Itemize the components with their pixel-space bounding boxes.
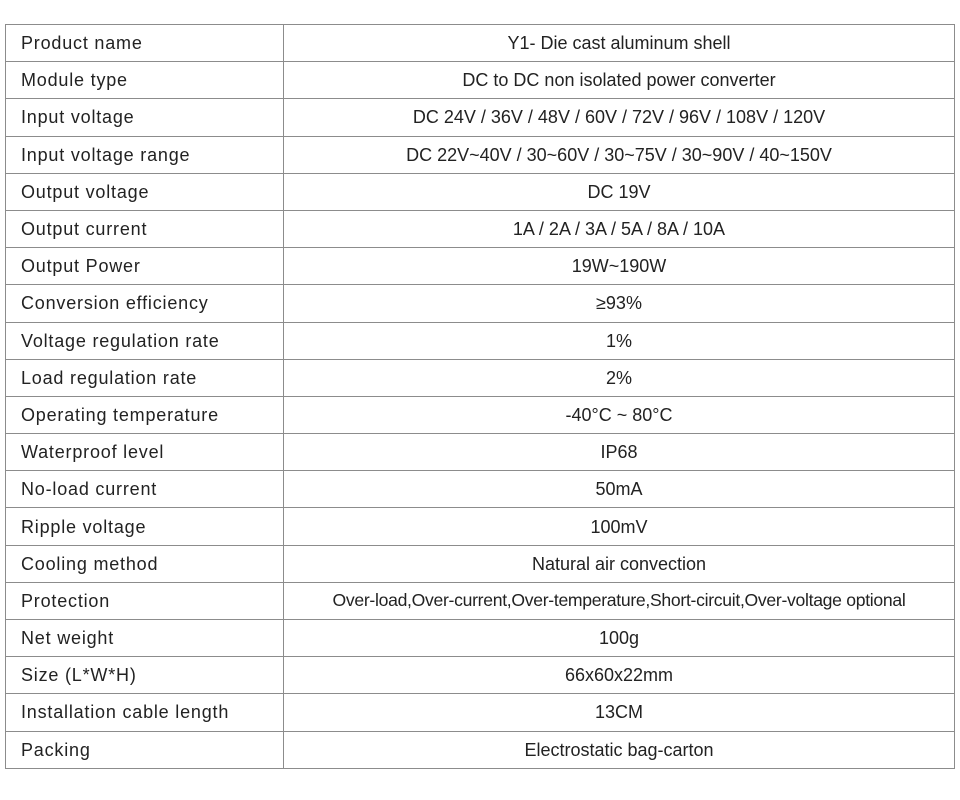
table-row [6,62,955,99]
table-row [6,582,955,619]
table-row [6,322,955,359]
spec-label: Load regulation rate [6,359,284,396]
spec-label: Input voltage range [6,136,284,173]
table-row [6,508,955,545]
spec-label: Cooling method [6,545,284,582]
table-row [6,25,955,62]
spec-value: DC 22V~40V / 30~60V / 30~75V / 30~90V / 40~150V [284,136,955,173]
spec-label: Conversion efficiency [6,285,284,322]
spec-value: 13CM [284,694,955,731]
spec-value: DC 24V / 36V / 48V / 60V / 72V / 96V / 108V / 120V [284,99,955,136]
table-row [6,620,955,657]
spec-value: 100g [284,620,955,657]
spec-value: 100mV [284,508,955,545]
spec-table [5,24,955,769]
spec-value: Electrostatic bag-carton [284,731,955,768]
table-row [6,731,955,768]
table-row [6,99,955,136]
spec-label: Packing [6,731,284,768]
spec-value: DC 19V [284,173,955,210]
spec-label: No-load current [6,471,284,508]
spec-label: Output Power [6,248,284,285]
spec-label: Net weight [6,620,284,657]
spec-label: Operating temperature [6,396,284,433]
table-row [6,657,955,694]
table-row [6,359,955,396]
spec-label: Size (L*W*H) [6,657,284,694]
table-row [6,173,955,210]
table-row [6,285,955,322]
table-row [6,545,955,582]
table-row [6,434,955,471]
spec-table-body [6,25,955,769]
spec-label: Product name [6,25,284,62]
spec-value: Over-load,Over-current,Over-temperature,Short-circuit,Over-voltage optional [284,582,955,619]
spec-value: 1A / 2A / 3A / 5A / 8A / 10A [284,210,955,247]
spec-label: Installation cable length [6,694,284,731]
spec-label: Module type [6,62,284,99]
spec-value: 2% [284,359,955,396]
spec-value: Y1- Die cast aluminum shell [284,25,955,62]
spec-label: Ripple voltage [6,508,284,545]
spec-value: 19W~190W [284,248,955,285]
table-row [6,694,955,731]
spec-value: 1% [284,322,955,359]
table-row [6,248,955,285]
spec-label: Output voltage [6,173,284,210]
spec-value: 50mA [284,471,955,508]
spec-label: Input voltage [6,99,284,136]
spec-label: Voltage regulation rate [6,322,284,359]
table-row [6,471,955,508]
spec-label: Protection [6,582,284,619]
spec-value: ≥93% [284,285,955,322]
spec-value: IP68 [284,434,955,471]
table-row [6,210,955,247]
table-row [6,396,955,433]
spec-value: 66x60x22mm [284,657,955,694]
spec-value: Natural air convection [284,545,955,582]
spec-value: -40°C ~ 80°C [284,396,955,433]
table-row [6,136,955,173]
spec-label: Waterproof level [6,434,284,471]
spec-label: Output current [6,210,284,247]
spec-value: DC to DC non isolated power converter [284,62,955,99]
